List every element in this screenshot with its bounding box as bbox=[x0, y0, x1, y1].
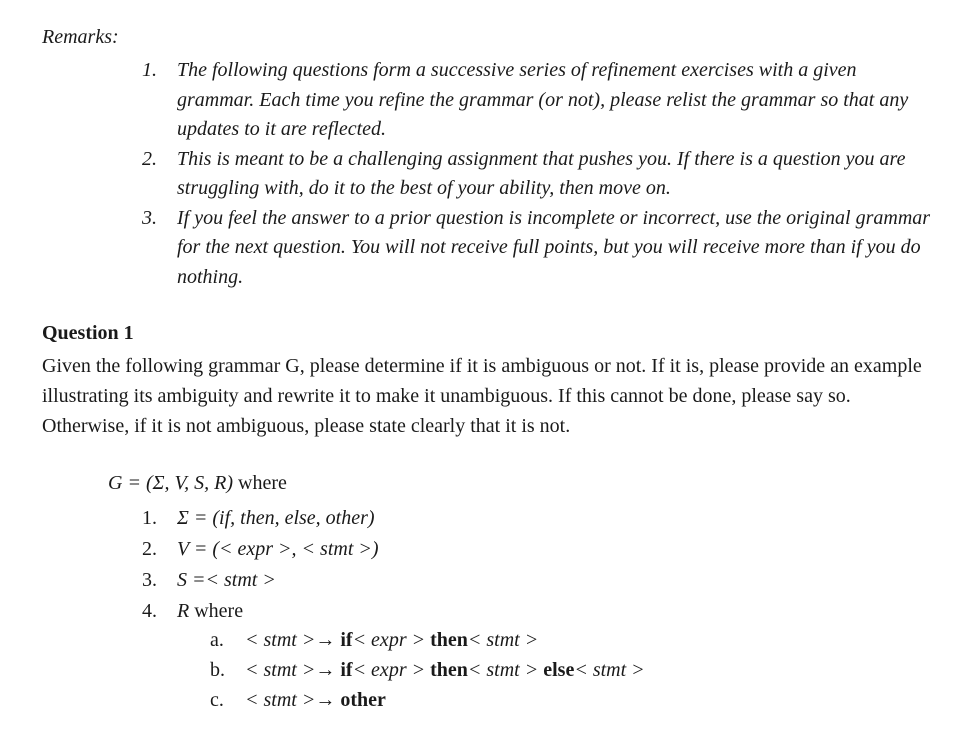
rule-lhs: < stmt >→ bbox=[245, 689, 341, 711]
list-number: a. bbox=[210, 629, 224, 651]
remark-text: If you feel the answer to a prior question is incomplete or incorrect, use the original grammar for the next question. You will not receive full points, but you will receive more than if you do nothing. bbox=[177, 206, 931, 288]
nonterminal: < expr > bbox=[352, 659, 426, 681]
production-rules-list bbox=[210, 625, 645, 715]
grammar-tuple: G = (Σ, V, S, R) bbox=[108, 472, 233, 494]
list-number: 3. bbox=[142, 569, 157, 591]
rules-definition bbox=[177, 596, 243, 627]
grammar-components-list bbox=[142, 503, 379, 627]
nonterminal: < stmt > bbox=[574, 659, 645, 681]
list-item bbox=[142, 596, 379, 627]
production-rule bbox=[245, 685, 386, 715]
remark-text: This is meant to be a challenging assignment that pushes you. If there is a question you are struggling with, do it to the best of your ability, then move on. bbox=[177, 147, 906, 199]
rule-lhs: < stmt >→ bbox=[245, 659, 341, 681]
list-item bbox=[210, 685, 645, 715]
list-item bbox=[142, 56, 932, 145]
nonterminal: < stmt > bbox=[467, 629, 539, 651]
variables-definition: V = (< expr >, < stmt >) bbox=[177, 538, 379, 560]
grammar-heading bbox=[108, 472, 287, 495]
question-title: Question 1 bbox=[42, 322, 134, 344]
list-item bbox=[142, 145, 932, 204]
nonterminal: < stmt > bbox=[467, 659, 539, 681]
keyword: other bbox=[340, 689, 386, 711]
grammar-where: where bbox=[233, 472, 287, 494]
remarks-title: Remarks: bbox=[42, 26, 119, 48]
list-number: 2. bbox=[142, 147, 157, 170]
remark-text: The following questions form a successive series of refinement exercises with a given grammar. Each time you refine the grammar (or not), please relist the grammar so that any updates to it are reflected. bbox=[177, 59, 909, 140]
list-number: 1. bbox=[142, 507, 157, 529]
start-symbol-definition: S =< stmt > bbox=[177, 569, 276, 591]
list-number: 3. bbox=[142, 206, 157, 229]
keyword: then bbox=[430, 659, 468, 681]
list-item bbox=[142, 534, 379, 565]
rule-lhs: < stmt >→ bbox=[245, 629, 341, 651]
keyword: else bbox=[543, 659, 575, 681]
nonterminal: < expr > bbox=[352, 629, 426, 651]
list-item bbox=[210, 625, 645, 655]
rules-where: where bbox=[189, 600, 244, 622]
keyword: then bbox=[430, 629, 468, 651]
list-number: c. bbox=[210, 689, 224, 711]
keyword: if bbox=[340, 659, 353, 681]
production-rule bbox=[245, 655, 645, 685]
alphabet-definition: Σ = (if, then, else, other) bbox=[177, 507, 375, 529]
remarks-list bbox=[142, 56, 932, 292]
rules-symbol: R bbox=[177, 600, 190, 622]
list-item bbox=[142, 204, 932, 293]
list-item bbox=[142, 565, 379, 596]
list-item bbox=[142, 503, 379, 534]
list-item bbox=[210, 655, 645, 685]
keyword: if bbox=[340, 629, 353, 651]
list-number: b. bbox=[210, 659, 225, 681]
production-rule bbox=[245, 625, 538, 655]
list-number: 2. bbox=[142, 538, 157, 560]
question-body: Given the following grammar G, please determine if it is ambiguous or not. If it is, please provide an example illustrating its ambiguity and rewrite it to make it unambiguous. If this cannot be done, please say so. Otherwise, if it is not ambiguous, please state clearly that it is not. bbox=[42, 355, 922, 437]
list-number: 4. bbox=[142, 600, 157, 622]
list-number: 1. bbox=[142, 59, 157, 81]
